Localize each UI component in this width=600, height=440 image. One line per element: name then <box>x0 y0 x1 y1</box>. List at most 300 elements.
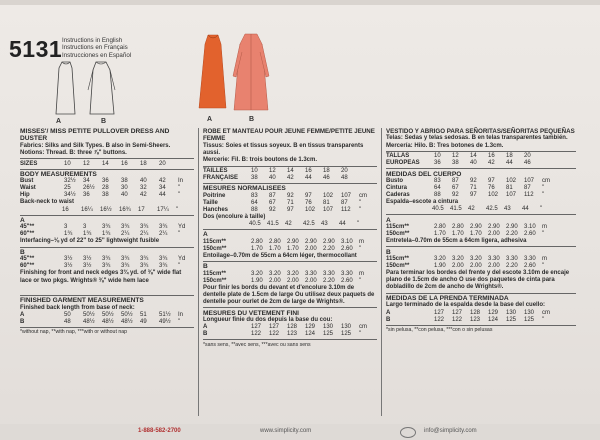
row-label: 60"** <box>20 263 35 270</box>
table-row <box>20 256 185 263</box>
view-a-label: A <box>56 118 62 125</box>
row-label: 150cm** <box>203 245 227 252</box>
back-view-sketches <box>48 60 128 118</box>
cell: 40.5 <box>432 206 444 213</box>
size: 20 <box>341 167 348 174</box>
spanish-view-a-label: A <box>386 216 391 224</box>
cell: 2.60 <box>524 262 536 269</box>
cell: 50½ <box>121 311 133 318</box>
spanish-body-title: MEDIDAS DEL CUERPO <box>386 170 462 178</box>
unit: Yd <box>178 224 186 231</box>
cell: 2.80 <box>251 238 263 245</box>
cell: 123 <box>470 316 481 323</box>
cell: 32½ <box>64 178 76 185</box>
english-body-table <box>20 178 183 199</box>
unit: In <box>178 178 184 185</box>
row-label: B <box>20 318 25 325</box>
cell: 130 <box>524 309 535 316</box>
cell: 64 <box>251 199 258 206</box>
website-link[interactable]: www.simplicity.com <box>260 428 312 434</box>
divider-2 <box>381 128 382 416</box>
row-label: Cintura <box>386 184 407 191</box>
row-label: Hanches <box>203 206 229 213</box>
french-footnote: *sans sens, **avec sens, ***avec ou sans sens <box>203 341 311 348</box>
table-row <box>203 175 359 182</box>
french-body-table <box>203 193 367 214</box>
divider-1 <box>198 128 199 416</box>
french-notions: Mercerie: Fil. B: trois boutons de 1.3cm. <box>203 157 318 164</box>
spanish-finishing: Para terminar los bordes del frente y del escote 3.10m de encaje plano de 1.5cm de ancho O use dos paquetes de cinta para dobladillo de 2cm de ancho de Wrights®. <box>386 269 570 291</box>
english-column <box>20 128 194 336</box>
french-interfacing: Entoilage–0.70m de 55cm a 64cm léger, thermocollant <box>203 252 357 259</box>
size: 10 <box>64 160 71 167</box>
table-row <box>203 207 367 214</box>
size: 12 <box>83 160 90 167</box>
cell: 51 <box>140 311 147 318</box>
unit: " <box>176 206 179 213</box>
spanish-back-neck-table <box>386 206 542 213</box>
table-row <box>203 331 367 338</box>
spanish-view-b-label: B <box>386 248 391 256</box>
unit: cm <box>359 324 367 331</box>
french-b-table <box>203 271 364 285</box>
french-view-b-label: B <box>203 263 208 271</box>
cell: 81 <box>506 184 513 191</box>
cell: 127 <box>452 309 463 316</box>
unit: " <box>178 263 181 270</box>
cell: 3¾ <box>159 224 168 231</box>
english-notions: Notions: Thread. B: three ⅞" buttons. <box>20 150 127 157</box>
cell: 76 <box>488 184 495 191</box>
cell: 1¾ <box>102 231 111 238</box>
phone-number: 1-888-582-2700 <box>138 428 181 434</box>
cell: 125 <box>506 316 517 323</box>
cell: 107 <box>341 192 352 199</box>
cell: 38 <box>121 178 128 185</box>
english-view-b-label: B <box>20 248 25 256</box>
cell: 48½ <box>121 318 133 325</box>
cell: 2.20 <box>506 262 518 269</box>
cell: 41.5 <box>267 220 279 227</box>
size: 14 <box>102 160 109 167</box>
english-body-title: BODY MEASUREMENTS <box>20 170 97 178</box>
row-label: Caderas <box>386 191 410 198</box>
row-label: 115cm** <box>386 255 410 262</box>
cell: 42 <box>159 178 166 185</box>
cell: 17¼ <box>157 206 169 213</box>
table-row <box>386 310 550 317</box>
cell: 36 <box>102 178 109 185</box>
cell: 87 <box>452 177 459 184</box>
english-title: MISSES'/ MISS PETITE PULLOVER DRESS AND DUSTER <box>20 128 170 143</box>
cell: 34½ <box>64 192 76 199</box>
cell: 1.70 <box>470 230 482 237</box>
cell: 2.00 <box>287 277 299 284</box>
cell: 92 <box>452 191 459 198</box>
cell: 2.20 <box>506 230 518 237</box>
row-label: 150cm** <box>386 230 410 237</box>
cell: 3¾ <box>159 263 168 270</box>
english-b-table <box>20 256 185 270</box>
cell: 97 <box>305 192 312 199</box>
table-row <box>386 256 547 263</box>
cell: 17 <box>138 206 145 213</box>
cell: 124 <box>305 331 316 338</box>
table-row <box>386 263 547 270</box>
unit: " <box>357 220 360 227</box>
cell: 128 <box>470 309 481 316</box>
cell: 1.70 <box>452 230 464 237</box>
table-row <box>20 224 185 231</box>
french-a-table <box>203 239 364 253</box>
cell: 2.00 <box>488 262 500 269</box>
size: 18 <box>140 160 147 167</box>
english-size-table <box>20 161 178 168</box>
row-label: 115cm** <box>386 223 410 230</box>
cell: 1.90 <box>251 277 263 284</box>
size: 44 <box>506 160 513 167</box>
spanish-finished-title: MEDIDAS DE LA PRENDA TERMINADA <box>386 294 509 302</box>
spanish-back-neck-label: Espalda–escote a cintura <box>386 198 459 205</box>
cell: 38 <box>102 192 109 199</box>
cell: 102 <box>506 177 517 184</box>
table-row <box>20 185 183 192</box>
size: 38 <box>251 174 258 181</box>
size: 36 <box>434 160 441 167</box>
bottom-strip <box>0 424 600 440</box>
cell: 2.80 <box>269 238 281 245</box>
illustration-b-label: B <box>249 116 255 123</box>
table-row <box>386 178 550 185</box>
row-label: A <box>203 324 208 331</box>
cell: 3 <box>64 224 68 231</box>
cell: 1.70 <box>251 245 263 252</box>
cell: 112 <box>341 206 351 213</box>
cell: 3.30 <box>341 270 353 277</box>
unit: " <box>178 192 181 199</box>
cell: 88 <box>434 191 441 198</box>
english-finished-title: FINISHED GARMENT MEASUREMENTS <box>20 297 144 305</box>
row-label: 150cm** <box>203 277 227 284</box>
unit: cm <box>542 177 550 184</box>
size: 40 <box>269 174 276 181</box>
cell: 3¾ <box>102 256 111 263</box>
cell: 2.90 <box>506 223 518 230</box>
cell: 130 <box>506 309 517 316</box>
french-back-neck-label: Dos (encolure à taille) <box>203 213 266 220</box>
row-label: 45"** <box>20 256 35 263</box>
cell: 49½ <box>159 318 171 325</box>
back-sketch-a <box>56 62 75 114</box>
instr-spanish: Instrucciones en Español <box>62 51 132 59</box>
unit: " <box>542 262 545 269</box>
cell: 51½ <box>159 311 171 318</box>
size: 20 <box>524 153 531 160</box>
row-label: Busto <box>386 177 403 184</box>
cell: 83 <box>434 177 441 184</box>
cell: 71 <box>470 184 477 191</box>
cell: 130 <box>323 324 334 331</box>
table-row <box>20 178 183 185</box>
cell: 3½ <box>83 263 92 270</box>
cell: 3.30 <box>524 255 536 262</box>
french-size-table <box>203 168 359 182</box>
cell: 44 <box>522 206 529 213</box>
row-label: Bust <box>20 178 34 185</box>
spanish-title: VESTIDO Y ABRIGO PARA SEÑORITAS/SEÑORITAS PEQUEÑAS <box>386 128 575 135</box>
table-row <box>386 153 542 160</box>
cell: 92 <box>470 177 477 184</box>
cell: 2.80 <box>452 223 464 230</box>
cell: 3.20 <box>287 270 299 277</box>
instr-french: Instructions en Français <box>62 44 128 52</box>
table-row <box>386 317 550 324</box>
cell: 130 <box>341 324 352 331</box>
row-label: B <box>203 331 208 338</box>
spanish-column <box>386 128 576 334</box>
cell: 125 <box>341 331 352 338</box>
french-column <box>203 128 377 349</box>
size: 18 <box>323 167 330 174</box>
cell: 107 <box>524 177 535 184</box>
cell: 97 <box>287 206 294 213</box>
sizes-label: EUROPEAS <box>386 160 420 167</box>
french-body-title: MESURES NORMALISEES <box>203 185 286 193</box>
size: 38 <box>452 160 459 167</box>
cell: 16¼ <box>81 206 93 213</box>
cell: 1¾ <box>64 231 73 238</box>
cell: 2¼ <box>140 231 149 238</box>
unit: " <box>540 206 543 213</box>
cell: 83 <box>251 192 258 199</box>
cell: 2.20 <box>323 245 335 252</box>
cell: 2.90 <box>323 238 335 245</box>
cell: 3½ <box>83 256 92 263</box>
table-row <box>386 160 542 167</box>
cell: 102 <box>305 206 316 213</box>
illustration-a-label: A <box>207 116 213 123</box>
cell: 107 <box>323 206 334 213</box>
english-footnote: *without nap, **with nap, ***with or without nap <box>20 329 127 336</box>
unit: " <box>542 230 545 237</box>
cell: 3.20 <box>470 255 482 262</box>
table-row <box>386 206 542 213</box>
cell: 122 <box>251 331 262 338</box>
cell: 127 <box>269 324 280 331</box>
spanish-finished-table <box>386 310 550 324</box>
unit: cm <box>359 192 367 199</box>
row-label: Waist <box>20 185 36 192</box>
unit: cm <box>542 309 550 316</box>
row-label: 150cm** <box>386 262 410 269</box>
unit: " <box>542 184 545 191</box>
english-finished-sub: Finished back length from base of neck: <box>20 304 135 311</box>
spanish-fabrics: Telas: Sedas y telas sedosas. B en telas transparentes también. <box>386 135 568 142</box>
table-row <box>20 192 183 199</box>
table-row <box>20 231 185 238</box>
row-label: B <box>386 316 391 323</box>
cell: 3¾ <box>121 224 130 231</box>
cell: 87 <box>524 184 531 191</box>
table-row <box>20 319 183 326</box>
cell: 129 <box>488 309 499 316</box>
cell: 25 <box>64 185 71 192</box>
cell: 2.20 <box>323 277 335 284</box>
cell: 3¾ <box>121 256 130 263</box>
cell: 40 <box>121 192 128 199</box>
size: 40 <box>470 160 477 167</box>
cell: 42 <box>285 220 292 227</box>
cell: 122 <box>269 331 280 338</box>
french-fabrics: Tissus: Soies et tissus soyeux. B en tissus transparents aussi. <box>203 142 364 157</box>
cell: 3¾ <box>140 256 149 263</box>
cell: 2.90 <box>287 238 299 245</box>
cell: 2¼ <box>121 231 130 238</box>
cell: 28 <box>102 185 109 192</box>
table-row <box>203 278 364 285</box>
cell: 3¾ <box>140 263 149 270</box>
cell: 50½ <box>102 311 114 318</box>
french-view-a-label: A <box>203 231 208 239</box>
unit: " <box>359 199 362 206</box>
spanish-notions: Mercería: Hilo. B: Tres botones de 1.3cm. <box>386 142 504 149</box>
cell: 42 <box>140 192 147 199</box>
unit: " <box>359 206 362 213</box>
cell: 43 <box>321 220 328 227</box>
cell: 2.90 <box>305 238 317 245</box>
cell: 16½ <box>100 206 112 213</box>
cell: 125 <box>524 316 535 323</box>
cell: 3.20 <box>434 255 446 262</box>
cell: 64 <box>434 184 441 191</box>
size: 44 <box>305 174 312 181</box>
english-interfacing: Interfacing–⅛ yd of 22" to 25" lightweight fusible <box>20 238 160 245</box>
unit: " <box>359 277 362 284</box>
cell: 3 <box>83 224 87 231</box>
cell: 102 <box>488 191 499 198</box>
cell: 3¾ <box>102 263 111 270</box>
spanish-footnote: *sin pelusa, **con pelusa, ***con o sin pelusas <box>386 326 493 333</box>
table-row <box>386 185 550 192</box>
cell: 34 <box>83 178 90 185</box>
french-title: ROBE ET MANTEAU POUR JEUNE FEMME/PETITE JEUNE FEMME <box>203 128 375 143</box>
table-row <box>203 221 359 228</box>
unit: In <box>178 311 184 318</box>
cell: 3.20 <box>269 270 281 277</box>
cell: 1¾ <box>83 231 92 238</box>
table-row <box>203 168 359 175</box>
cell: 3½ <box>64 256 73 263</box>
table-row <box>20 312 183 319</box>
cell: 3.30 <box>305 270 317 277</box>
cell: 2.00 <box>470 262 482 269</box>
cell: 41.5 <box>450 206 462 213</box>
spanish-a-table <box>386 224 547 238</box>
cell: 2.00 <box>305 245 317 252</box>
sizes-label: FRANÇAISE <box>203 174 239 181</box>
cell: 16 <box>62 206 69 213</box>
cell: 81 <box>323 199 330 206</box>
cell: 3.20 <box>452 255 464 262</box>
cell: 97 <box>470 191 477 198</box>
size: 10 <box>434 153 441 160</box>
cell: 42 <box>468 206 475 213</box>
cell: 48½ <box>83 318 95 325</box>
cell: 3¾ <box>121 263 130 270</box>
table-row <box>203 193 367 200</box>
cell: 48½ <box>102 318 114 325</box>
cell: 128 <box>287 324 298 331</box>
cell: 34 <box>159 185 166 192</box>
row-label: 60"** <box>20 231 35 238</box>
unit: m <box>542 255 547 262</box>
cell: 67 <box>269 199 276 206</box>
cell: 76 <box>305 199 312 206</box>
cell: 87 <box>341 199 348 206</box>
pattern-number: 5131 <box>9 36 63 62</box>
cell: 1.70 <box>287 245 299 252</box>
table-row <box>203 239 364 246</box>
cell: 97 <box>488 177 495 184</box>
cell: 125 <box>323 331 334 338</box>
cell: 3.30 <box>506 255 518 262</box>
instructions-languages <box>62 37 131 59</box>
cell: 88 <box>251 206 258 213</box>
cell: 1.70 <box>269 245 281 252</box>
cell: 2.00 <box>452 262 464 269</box>
email-link[interactable]: info@simplicity.com <box>424 428 477 434</box>
cell: 123 <box>287 331 298 338</box>
row-label: Taille <box>203 199 218 206</box>
cell: 3.30 <box>323 270 335 277</box>
cell: 50 <box>64 311 71 318</box>
sizes-label: TAILLES <box>203 167 228 174</box>
size: 42 <box>287 174 294 181</box>
cell: 40 <box>140 178 147 185</box>
size: 46 <box>323 174 330 181</box>
spanish-size-table <box>386 153 542 167</box>
size: 20 <box>159 160 166 167</box>
cell: 3.10 <box>524 223 536 230</box>
row-label: Hip <box>20 192 30 199</box>
row-label: A <box>20 311 25 318</box>
row-label: A <box>386 309 391 316</box>
email-icon <box>400 427 416 438</box>
spanish-body-table <box>386 178 550 199</box>
unit: " <box>359 245 362 252</box>
cell: 16¾ <box>119 206 131 213</box>
cell: 2¼ <box>159 231 168 238</box>
cell: 3¾ <box>140 224 149 231</box>
table-row <box>203 271 364 278</box>
cell: 2.00 <box>269 277 281 284</box>
cell: 92 <box>269 206 276 213</box>
cell: 3½ <box>64 263 73 270</box>
unit: " <box>542 191 545 198</box>
cell: 44 <box>339 220 346 227</box>
size: 48 <box>341 174 348 181</box>
cell: 44 <box>159 192 166 199</box>
size: 12 <box>452 153 459 160</box>
cell: 107 <box>506 191 517 198</box>
size: 16 <box>305 167 312 174</box>
view-b-label: B <box>101 118 107 125</box>
cell: 40.5 <box>249 220 261 227</box>
table-row <box>203 200 367 207</box>
spanish-finished-sub: Largo terminado de la espalda desde la base del cuello: <box>386 302 546 309</box>
unit: " <box>359 331 362 338</box>
cell: 2.60 <box>341 245 353 252</box>
